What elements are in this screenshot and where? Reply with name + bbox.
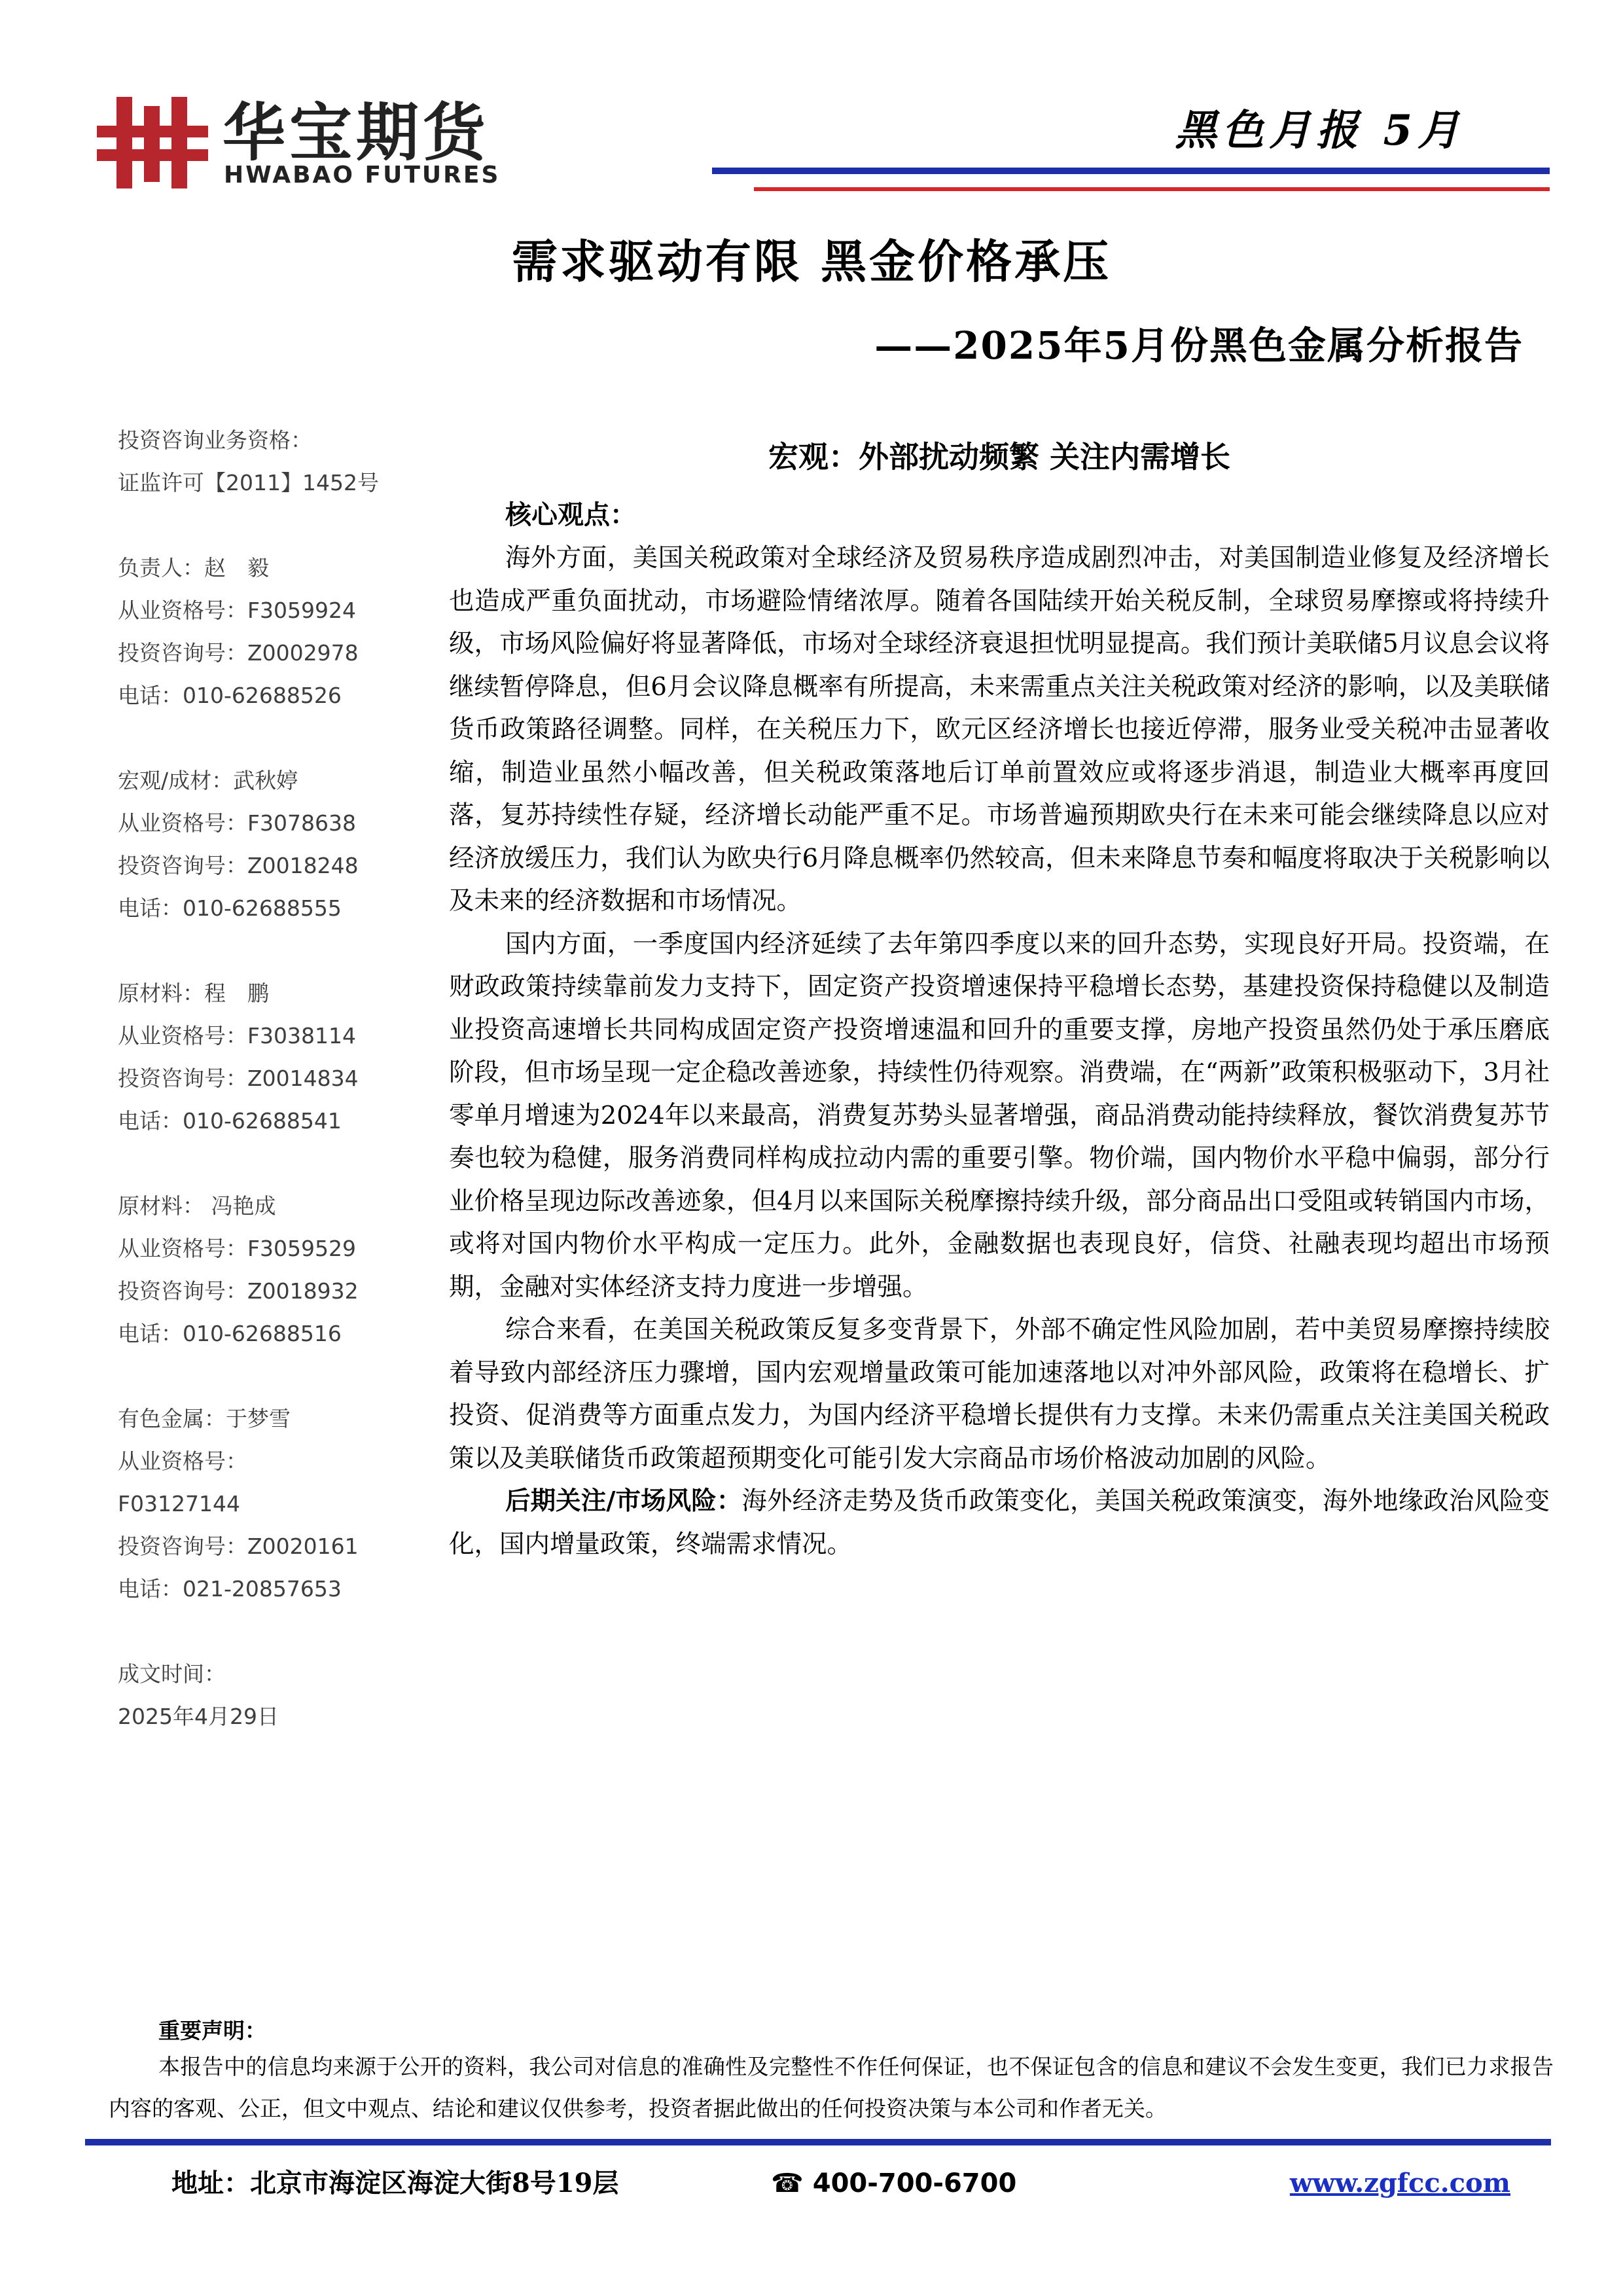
analyst-invest-no: 投资咨询号：Z0018248: [118, 853, 359, 878]
header-rule-blue: [712, 168, 1550, 174]
analyst-cert: 从业资格号：F3038114: [118, 1023, 356, 1049]
analyst-cert-label: 从业资格号：: [118, 1448, 247, 1474]
phone-icon: ☎: [771, 2168, 804, 2198]
company-logo-mark: [97, 97, 208, 188]
analyst-phone: 电话：021-20857653: [118, 1576, 342, 1602]
analyst-invest-no: 投资咨询号：Z0020161: [118, 1534, 359, 1559]
analyst-phone: 电话：010-62688541: [118, 1108, 342, 1134]
risk-paragraph: [449, 1480, 1550, 1566]
footer-phone-number: 400-700-6700: [812, 2168, 1017, 2198]
analyst-role: 原材料： 冯艳成: [118, 1193, 276, 1219]
analyst-role: 有色金属：于梦雪: [118, 1406, 291, 1431]
analyst-phone: 电话：010-62688555: [118, 895, 342, 921]
footer-address: 地址：北京市海淀区海淀大街8号19层: [171, 2168, 619, 2198]
paragraph: 国内方面，一季度国内经济延续了去年第四季度以来的回升态势，实现良好开局。投资端，在财政政策持续靠前发力支持下，固定资产投资增速保持平稳增长态势，基建投资保持稳健以及制造业投资高速增长共同构成固定资产投资增速温和回升的重要支撑，房地产投资虽然仍处于承压磨底阶段，但市场呈现一定企稳改善迹象，持续性仍待观察。消费端，在“两新”政策积极驱动下，3月社零单月增速为2024年以来最高，消费复苏势头显著增强，商品消费动能持续释放，餐饮消费复苏节奏也较为稳健，服务消费同样构成拉动内需的重要引擎。物价端，国内物价水平稳中偏弱，部分行业价格呈现边际改善迹象，但4月以来国际关税摩擦持续升级，部分商品出口受阻或转销国内市场，或将对国内物价水平构成一定压力。此外，金融数据也表现良好，信贷、社融表现均超出市场预期，金融对实体经济支持力度进一步增强。: [449, 929, 1550, 1302]
paragraph: 综合来看，在美国关税政策反复多变背景下，外部不确定性风险加剧，若中美贸易摩擦持续胶着导致内部经济压力骤增，国内宏观增量政策可能加速落地以对冲外部风险，政策将在稳增长、扩投资、促消费等方面重点发力，为国内经济平稳增长提供有力支撑。未来仍需重点关注美国关税政策以及美联储货币政策超预期变化可能引发大宗商品市场价格波动加剧的风险。: [449, 1315, 1550, 1473]
qualification-value: 证监许可【2011】1452号: [118, 470, 379, 495]
analyst-invest-no: 投资咨询号：Z0002978: [118, 640, 359, 666]
disclaimer-body: 本报告中的信息均来源于公开的资料，我公司对信息的准确性及完整性不作任何保证，也不保证包含的信息和建议不会发生变更，我们已力求报告内容的客观、公正，但文中观点、结论和建议仅供参考，投资者据此做出的任何投资决策与本公司和作者无关。: [109, 2054, 1554, 2121]
footer-phone: [771, 2164, 1016, 2203]
header-rule-red: [754, 187, 1550, 191]
analyst-cert-value: F03127144: [118, 1491, 240, 1516]
section-title: 宏观：外部扰动频繁 关注内需增长: [768, 439, 1230, 475]
footer-rule: [85, 2139, 1551, 2145]
analyst-invest-no: 投资咨询号：Z0018932: [118, 1278, 359, 1304]
report-title: 需求驱动有限 黑金价格承压: [511, 235, 1112, 289]
company-logo-subtext: HWABAO FUTURES: [224, 162, 501, 188]
report-tag: 黑色月报 5月: [1175, 106, 1465, 155]
analyst-cert: 从业资格号：F3059529: [118, 1236, 356, 1261]
qualification-label: 投资咨询业务资格：: [118, 427, 312, 453]
analyst-phone: 电话：010-62688516: [118, 1321, 342, 1346]
analyst-cert: 从业资格号：F3059924: [118, 598, 356, 623]
date-value: 2025年4月29日: [118, 1704, 279, 1729]
core-view-label: 核心观点：: [505, 500, 636, 530]
risk-label: 后期关注/市场风险：: [505, 1486, 742, 1516]
paragraph: 海外方面，美国关税政策对全球经济及贸易秩序造成剧烈冲击，对美国制造业修复及经济增长也造成严重负面扰动，市场避险情绪浓厚。随着各国陆续开始关税反制，全球贸易摩擦或将持续升级，市场风险偏好将显著降低，市场对全球经济衰退担忧明显提高。我们预计美联储5月议息会议将继续暂停降息，但6月会议降息概率有所提高，未来需重点关注关税政策对经济的影响，以及美联储货币政策路径调整。同样，在关税压力下，欧元区经济增长也接近停滞，服务业受关税冲击显著收缩，制造业虽然小幅改善，但关税政策落地后订单前置效应或将逐步消退，制造业大概率再度回落，复苏持续性存疑，经济增长动能严重不足。市场普遍预期欧央行在未来可能会继续降息以应对经济放缓压力，我们认为欧央行6月降息概率仍然较高，但未来降息节奏和幅度将取决于关税影响以及未来的经济数据和市场情况。: [449, 543, 1550, 916]
analyst-role: 宏观/成材：武秋婷: [118, 768, 298, 793]
risk-text: 海外经济走势及货币政策变化，美国关税政策演变，海外地缘政治风险变化，国内增量政策，终端需求情况。: [449, 1486, 1550, 1559]
report-subtitle: ——2025年5月份黑色金属分析报告: [874, 323, 1524, 368]
date-label: 成文时间：: [118, 1661, 226, 1687]
disclaimer-title: 重要声明：: [158, 2018, 266, 2043]
analyst-role: 负责人：赵 毅: [118, 555, 269, 581]
company-logo-text: 华宝期货: [223, 96, 490, 170]
analyst-role: 原材料：程 鹏: [118, 980, 269, 1006]
website-link[interactable]: www.zgfcc.com: [1289, 2168, 1510, 2198]
analyst-invest-no: 投资咨询号：Z0014834: [118, 1066, 359, 1091]
analyst-cert: 从业资格号：F3078638: [118, 810, 356, 836]
analyst-sidebar: [118, 419, 445, 1738]
main-content: [449, 432, 1550, 1566]
analyst-phone: 电话：010-62688526: [118, 683, 342, 708]
